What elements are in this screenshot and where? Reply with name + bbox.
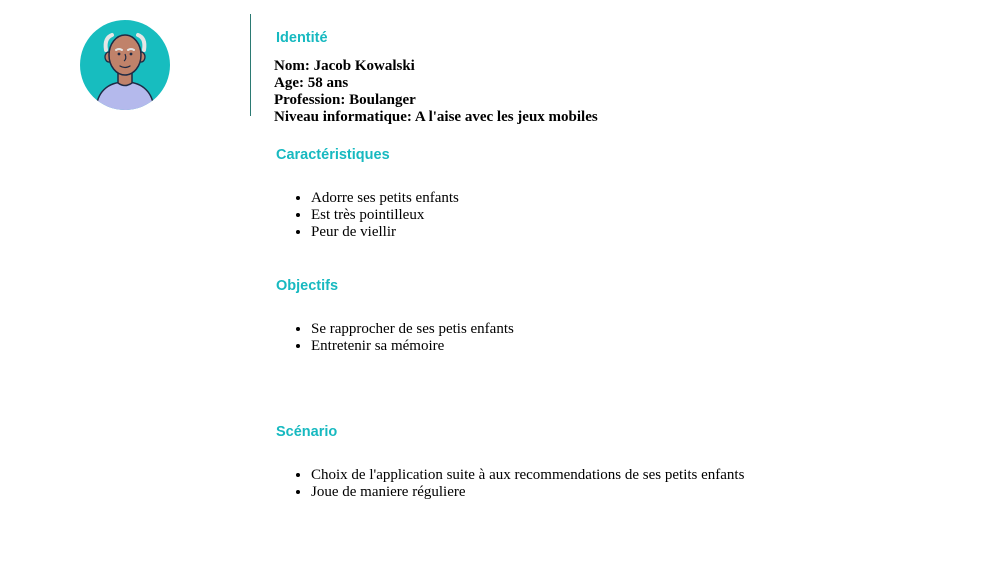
section-divider <box>250 14 251 116</box>
list-item: • Joue de maniere réguliere <box>311 484 744 501</box>
objectives-heading: Objectifs <box>276 278 339 294</box>
identity-name: Nom: Jacob Kowalski <box>274 58 415 74</box>
identity-age: Age: 58 ans <box>274 75 349 91</box>
list-item: • Se rapprocher de ses petis enfants <box>311 321 514 338</box>
scenario-list <box>274 467 744 501</box>
scenario-heading: Scénario <box>276 424 338 440</box>
characteristics-list <box>274 190 459 241</box>
list-item: • Est très pointilleux <box>311 207 459 224</box>
list-item: • Choix de l'application suite à aux recommendations de ses petits enfants <box>311 467 744 484</box>
elderly-man-avatar-icon <box>80 20 170 110</box>
list-item: • Entretenir sa mémoire <box>311 338 514 355</box>
characteristics-heading: Caractéristiques <box>276 147 390 163</box>
list-item: • Peur de viellir <box>311 224 459 241</box>
identity-heading: Identité <box>276 30 328 46</box>
identity-computer-level: Niveau informatique: A l'aise avec les jeux mobiles <box>274 109 598 125</box>
list-item: • Adorre ses petits enfants <box>311 190 459 207</box>
identity-details <box>274 58 598 126</box>
identity-profession: Profession: Boulanger <box>274 92 416 108</box>
objectives-list <box>274 321 514 355</box>
persona-avatar <box>80 20 170 110</box>
